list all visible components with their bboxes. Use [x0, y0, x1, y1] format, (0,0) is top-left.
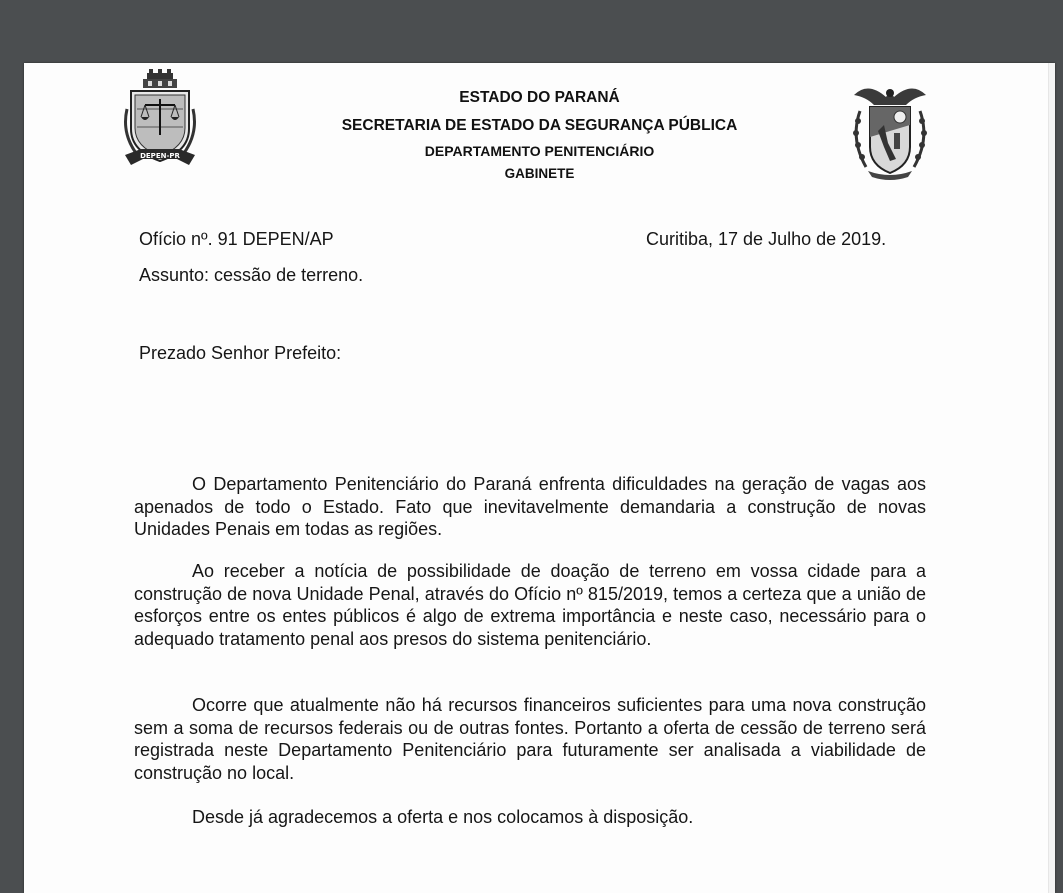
seal-text: DEPEN-PR — [140, 152, 180, 160]
subject-line: Assunto: cessão de terreno. — [139, 265, 364, 285]
letterhead-secretariat: SECRETARIA DE ESTADO DA SEGURANÇA PÚBLICA — [341, 117, 738, 134]
office-number: Ofício nº. 91 DEPEN/AP — [139, 229, 334, 249]
letterhead-office: GABINETE — [504, 166, 575, 181]
document-page — [24, 63, 1055, 893]
paragraph-4: Desde já agradecemos a oferta e nos colocamos à disposição. — [192, 807, 694, 827]
paragraph-1: O Departamento Penitenciário do Paraná enfrenta dificuldades na geração de vagas aos apenados de todo o Estado. Fato que inevitavelmente demandaria a construção de novas Unidades Penais em todas as regiões. — [134, 474, 926, 539]
paragraph-3: Ocorre que atualmente não há recursos financeiros suficientes para uma nova construção sem a soma de recursos federais ou de outras fontes. Portanto a oferta de cessão de terreno será registrada neste Departamento Penitenciário para futuramente ser analisada a viabilidade de construção no local. — [134, 695, 926, 783]
paragraph-2: Ao receber a notícia de possibilidade de doação de terreno em vossa cidade para a construção de nova Unidade Penal, através do Ofício nº 815/2019, temos a certeza que a união de esforços entre os entes públicos é algo de extrema importância e neste caso, necessário para o adequado tratamento penal aos presos do sistema penitenciário. — [134, 561, 926, 649]
page-edge — [1048, 63, 1055, 893]
place-date: Curitiba, 17 de Julho de 2019. — [646, 229, 887, 249]
letterhead-state: ESTADO DO PARANÁ — [459, 89, 620, 106]
letterhead-department: DEPARTAMENTO PENITENCIÁRIO — [424, 143, 655, 159]
salutation: Prezado Senhor Prefeito: — [139, 343, 342, 363]
